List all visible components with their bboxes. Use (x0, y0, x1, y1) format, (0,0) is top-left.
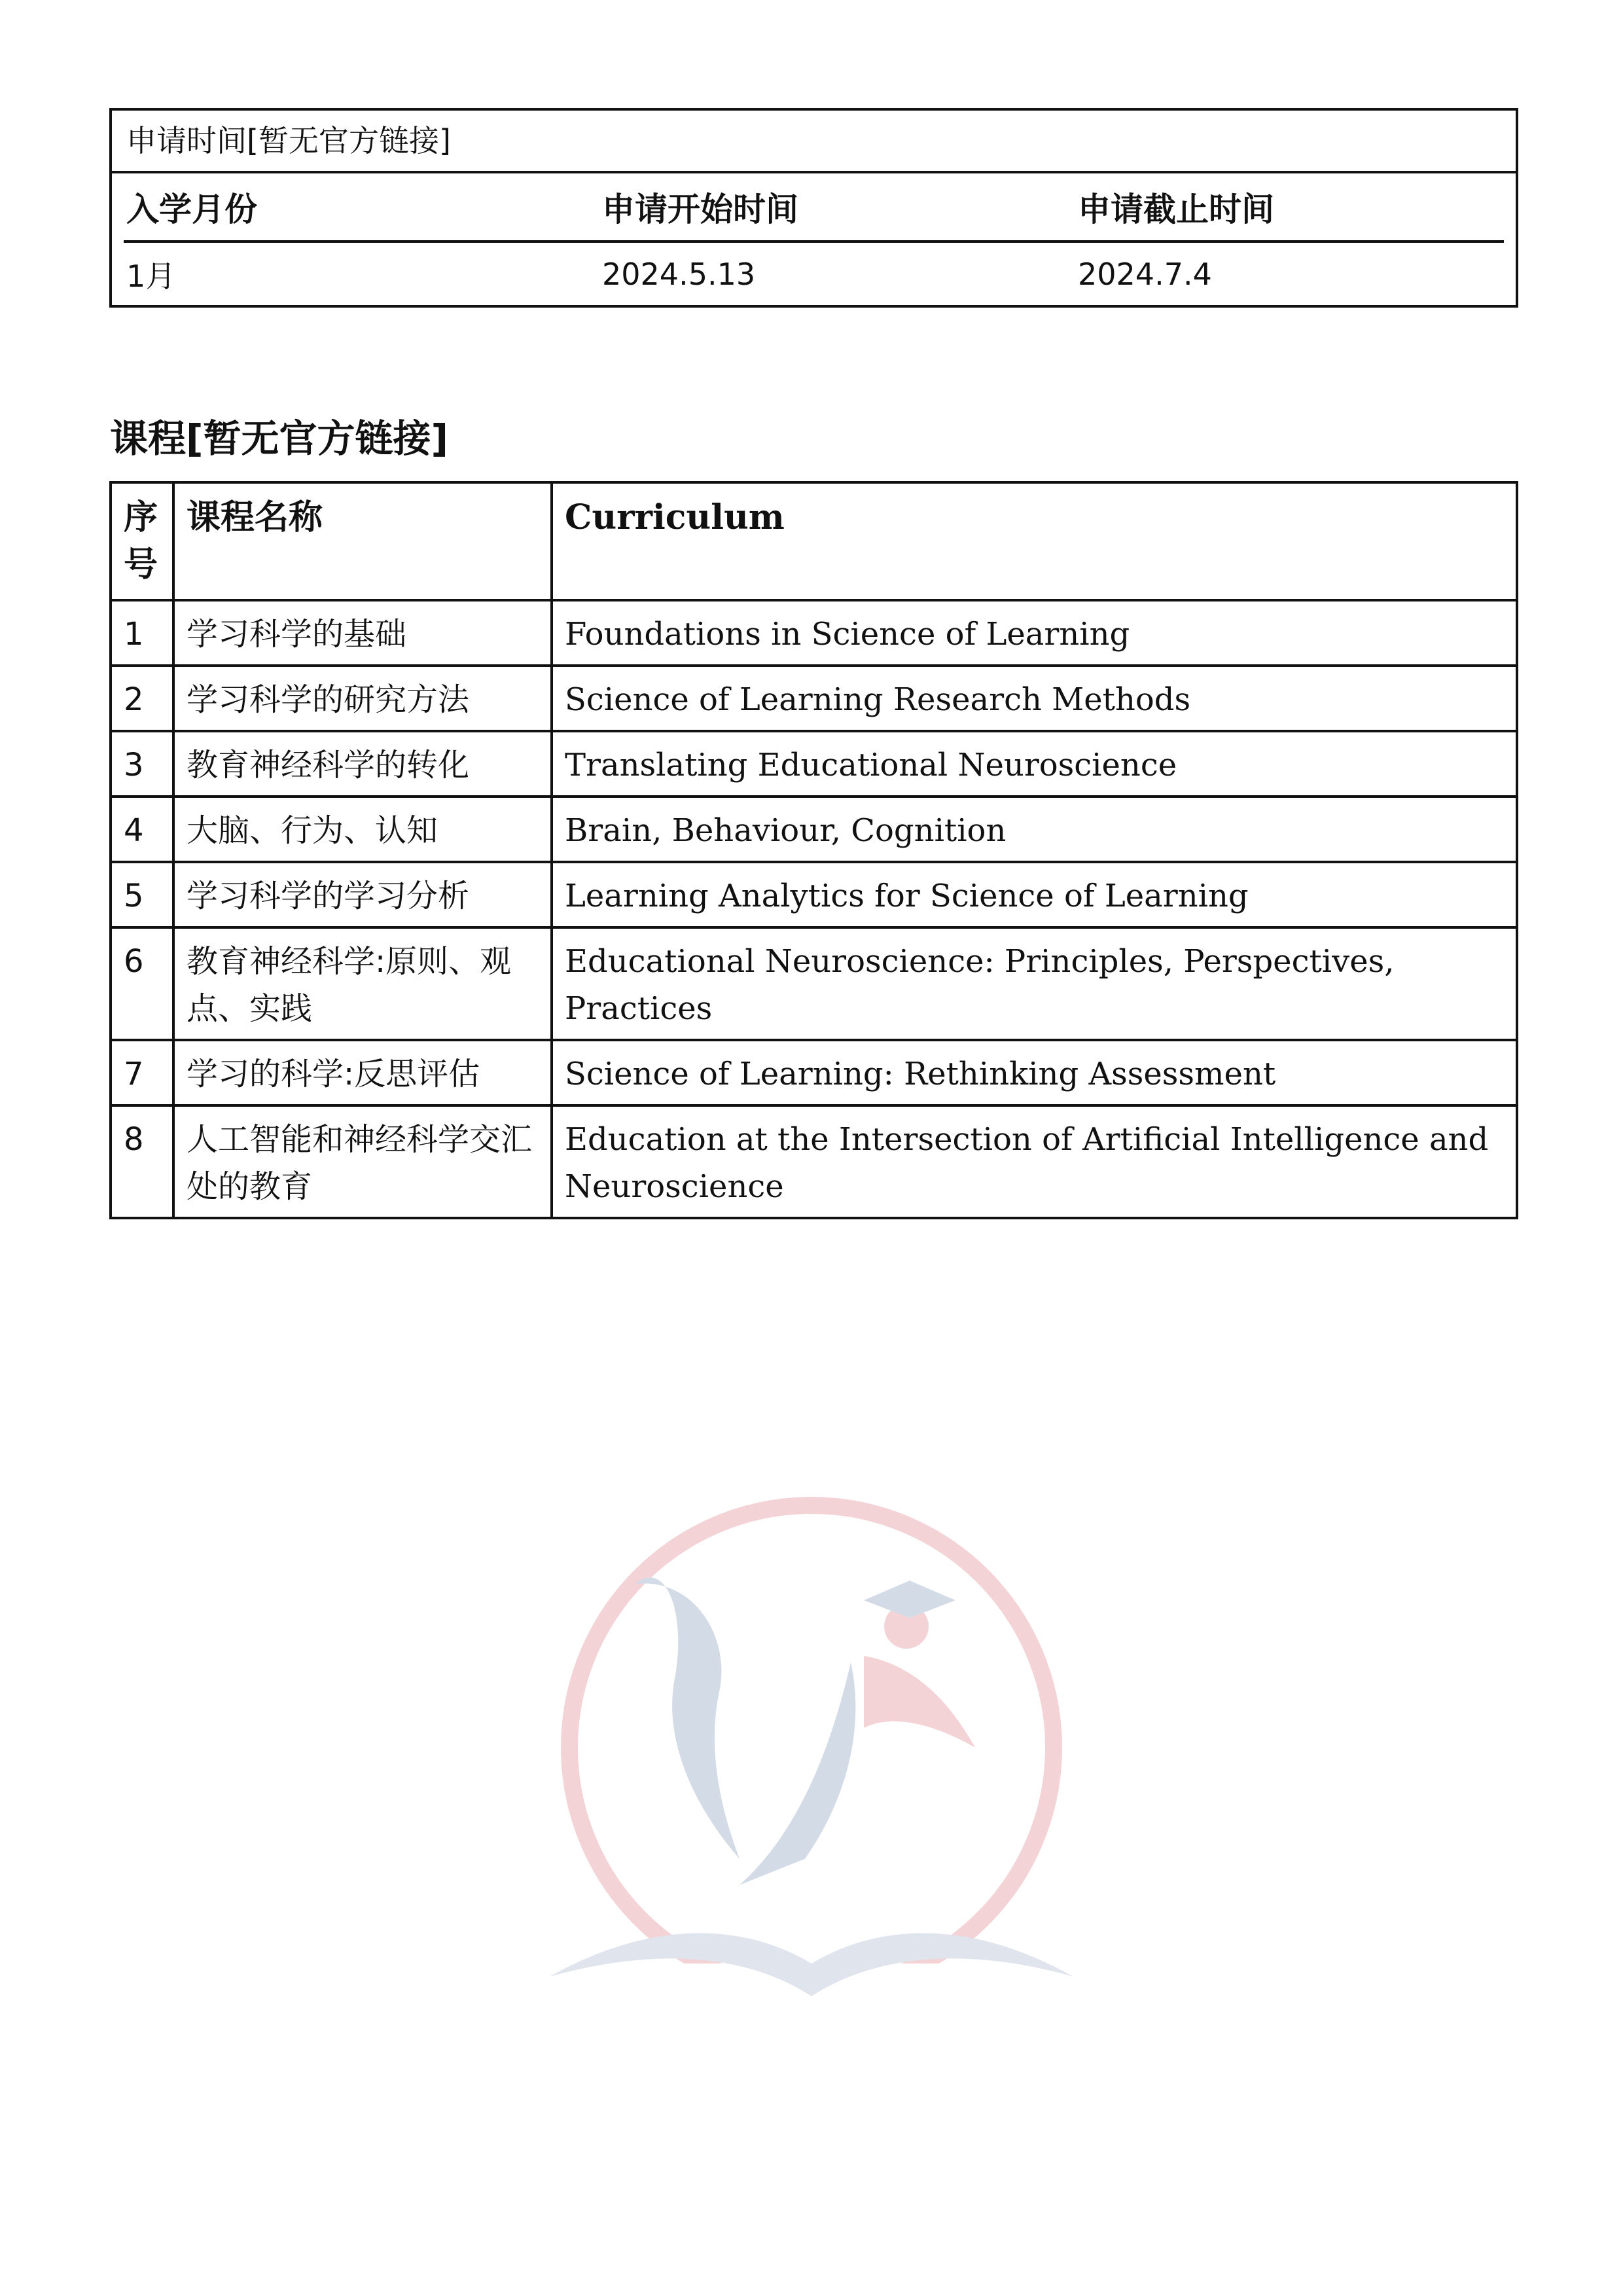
table-row (111, 1040, 1517, 1105)
course-name-en: Learning Analytics for Science of Learning (552, 862, 1517, 927)
graduate-book-logo-icon (524, 1466, 1099, 2042)
intake-month: 1月 (126, 258, 176, 294)
header-intake-month: 入学月份 (126, 190, 257, 228)
start-date: 2024.5.13 (602, 256, 756, 292)
course-name-zh: 学习科学的基础 (173, 600, 552, 666)
course-name-zh: 学习科学的学习分析 (173, 862, 552, 927)
deadline-date: 2024.7.4 (1078, 256, 1212, 292)
table-row (111, 1105, 1517, 1218)
table-row (111, 666, 1517, 731)
watermark-ring (569, 1505, 1054, 1990)
row-number: 4 (111, 797, 173, 862)
table-row (124, 243, 1504, 305)
course-name-en: Educational Neuroscience: Principles, Perspectives, Practices (552, 927, 1517, 1040)
course-name-zh: 教育神经科学:原则、观点、实践 (173, 927, 552, 1040)
row-number: 6 (111, 927, 173, 1040)
watermark-left-stroke (635, 1577, 740, 1859)
row-number: 7 (111, 1040, 173, 1105)
table-row (111, 927, 1517, 1040)
table-row (111, 862, 1517, 927)
table-row (111, 600, 1517, 666)
course-name-zh: 学习科学的研究方法 (173, 666, 552, 731)
curriculum-header-row (111, 482, 1517, 600)
watermark-middle-stroke (740, 1662, 855, 1885)
course-name-en: Brain, Behaviour, Cognition (552, 797, 1517, 862)
course-name-zh: 大脑、行为、认知 (173, 797, 552, 862)
course-name-zh: 人工智能和神经科学交汇处的教育 (173, 1105, 552, 1218)
header-deadline: 申请截止时间 (1078, 190, 1274, 228)
header-number: 序号 (111, 482, 173, 600)
course-name-en: Translating Educational Neuroscience (552, 731, 1517, 797)
curriculum-table (109, 481, 1518, 1219)
row-number: 1 (111, 600, 173, 666)
row-number: 2 (111, 666, 173, 731)
header-course-name: 课程名称 (173, 482, 552, 600)
course-name-en: Foundations in Science of Learning (552, 600, 1517, 666)
course-name-en: Science of Learning Research Methods (552, 666, 1517, 731)
course-name-en: Education at the Intersection of Artificial Intelligence and Neuroscience (552, 1105, 1517, 1218)
row-number: 3 (111, 731, 173, 797)
table-row (111, 797, 1517, 862)
application-timing-title: 申请时间[暂无官方链接] (112, 111, 1516, 173)
course-name-zh: 学习的科学:反思评估 (173, 1040, 552, 1105)
watermark-figure-arm (864, 1656, 975, 1748)
curriculum-section-title: 课程[暂无官方链接] (110, 416, 449, 461)
header-start-date: 申请开始时间 (602, 190, 798, 228)
application-timing-header (124, 173, 1504, 243)
row-number: 8 (111, 1105, 173, 1218)
application-timing-table (109, 108, 1518, 308)
header-curriculum: Curriculum (552, 482, 1517, 600)
course-name-zh: 教育神经科学的转化 (173, 731, 552, 797)
course-name-en: Science of Learning: Rethinking Assessment (552, 1040, 1517, 1105)
row-number: 5 (111, 862, 173, 927)
watermark-graduation-cap (864, 1581, 955, 1618)
table-row (111, 731, 1517, 797)
